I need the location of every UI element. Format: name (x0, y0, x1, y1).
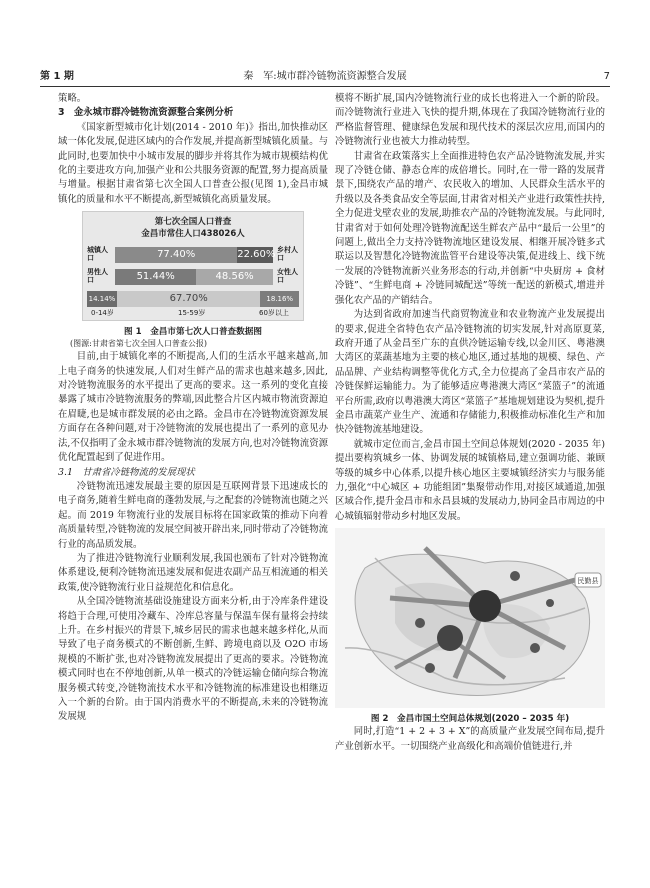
paragraph: 目前,由于城镇化率的不断提高,人们的生活水平越来越高,加上电子商务的快速发展,人们对生鲜产品的需求也越来越多,因此,对冷链物流服务的水平提出了更高的要求。这一系列的变化直接暴露了城市冷链物流服务的弊端,因此整合片区内城市物流资源迫在眉睫,也是城市群发展的必由之路。金昌市在冷链物流资源发展方面存在各种问题,对于冷链物流的发展也提出了一系列的意见办法,不仅指明了金永城市群冷链物流的发展方向,也对冷链物流资源优化配置起到了促进作用。 (58, 351, 328, 464)
paragraph: 就城市定位而言,金昌市国土空间总体规划(2020 - 2035 年)提出要构筑城乡一体、协调发展的城镇格局,建立强调功能、兼顾等级的城乡中心体系,以提升核心地区主要城镇经济实力与服务能力,强化“中心城区 + 功能组团”集聚带动作用,对接区域通道,加强区域合作,提升金昌市和永昌县城的发展动力,协同金昌市周边的中心城镇辐射带动乡村地区发展。 (335, 438, 605, 522)
town-node (546, 599, 554, 607)
paragraph: 模将不断扩展,国内冷链物流行业的成长也将进入一个新的阶段。而冷链物流行业进入飞快的提升期,体现在了我国冷链物流行业的严格监督管理、健康绿色发展和现代技术的深层次应用,而国内的冷链物流行业也被大力推动转型。 (335, 93, 605, 148)
spatial-plan-map (335, 528, 605, 708)
section-heading: 3 金永城市群冷链物流资源整合案例分析 (58, 107, 234, 119)
issue-number: 第 1 期 (40, 71, 74, 82)
male-segment: 51.44% (115, 269, 196, 285)
female-segment: 48.56% (196, 269, 273, 285)
urban-segment: 77.40% (115, 247, 237, 263)
age-60-plus-segment: 18.16% (260, 291, 298, 307)
female-label: 女性人口 (277, 268, 298, 285)
left-column (58, 92, 328, 725)
central-city-node (469, 590, 501, 622)
subsection-heading: 3.1 甘肃省冷链物流的发展现状 (58, 466, 195, 478)
population-census-figure (82, 211, 304, 321)
running-title: 秦 军:城市群冷链物流资源整合发展 (243, 71, 407, 82)
town-node (510, 571, 520, 581)
paragraph: 冷链物流迅速发展最主要的原因是互联网背景下迅速成长的电子商务,随着生鲜电商的蓬勃发展,与之配套的冷链物流也随之兴起。而 2019 年物流行业的发展目标将在国家政策的推动下向着高质量转型,冷链物流的发展空间被开辟出来,同时带动了冷链物流行业的高品质发展。 (58, 480, 328, 550)
county-town-node (437, 625, 463, 651)
figure-title-line2: 金昌市常住人口438026人 (141, 229, 245, 240)
paragraph: 甘肃省在政策落实上全面推进特色农产品冷链物流发展,并实现了冷链仓储、静态仓库的成倍增长。同时,在一带一路的发展背景下,围绕农产品的增产、农民收入的增加、人民群众生活水平的升级以及各类食品安全等层面,甘肃省对相关产业进行政策性扶持,全力促进戈壁农业的发展,助推农产品的冷链物流发展。与此同时,甘肃省对于如何处理冷链物流配送生鲜农产品中“最后一公里”的问题上,做出全力支持冷链物流地区建设发展、相继开展冷链多式联运以及智慧化冷链物流监管平台建设等决策,促进线上、线下统一发展的冷链物流新兴业务形态的行动,并创新“中央厨房 + 食材冷链”、“生鲜电商 + 冷链同城配送”等统一配送的新模式,增进并强化农产品的产销结合。 (335, 150, 605, 306)
gender-bar (115, 269, 273, 285)
age-bar (87, 291, 299, 307)
figure1-caption: 图 1 金昌市第七次人口普查数据图 (124, 327, 262, 338)
town-node (425, 663, 435, 673)
page-number: 7 (603, 71, 610, 82)
town-node (415, 618, 425, 628)
age-15-59-segment: 67.70% (117, 291, 261, 307)
figure1-source: (图源:甘肃省第七次全国人口普查公报) (70, 339, 207, 349)
paragraph: 为达到省政府加速当代商贸物流业和农业物流产业发展提出的要求,促进全省特色农产品冷链物流的切实发展,针对高原夏菜,政府开通了从金昌至广东的直供冷链运输专线,以金川区、粤港澳大湾区的菜蔬基地为主要的核心地区,通过基地的规模、绿色、产品品牌、产业结构调整等优化方式,全力位提高了金昌市农产品的冷链保鲜运输能力。为了能够适应粤港澳大湾区“菜篮子”的流通平台所需,政府以粤港澳大湾区“菜篮子”基地规划建设为契机,提升金昌市蔬菜产业生产、流通和存储能力,积极推动标准化生产和加快冷链物流基地建设。 (335, 309, 605, 436)
figure-title-line1: 第七次全国人口普查 (154, 217, 232, 228)
urban-label: 城镇人口 (87, 246, 108, 263)
running-header (40, 70, 610, 84)
age-label-60-plus: 60岁以上 (259, 309, 289, 318)
paragraph: 《国家新型城市化计划(2014 - 2010 年)》指出,加快推动区域一体化发展,促进区域内的合作发展,并提高新型城镇化质量。与此同时,也要加快中小城市发展的脚步并将其作为城市规模结构优化的主要进攻方向,加强产业和公共服务资源的配置,努力提高质量与增量。根据甘肃省第七次全国人口普查公报(见图 1),金昌市城镇化的质量和水平不断提高,新型城镇化高质量发展。 (58, 121, 328, 205)
map-graphic (335, 528, 605, 708)
paragraph: 同时,打造“1 + 2 + 3 + X”的高质量产业发展空间布局,提升产业创新水平。一切围绕产业高级化和高端价值链进行,并 (335, 726, 605, 752)
age-label-15-59: 15-59岁 (178, 309, 206, 318)
header-rule (40, 86, 610, 87)
rural-segment: 22.60% (237, 247, 273, 263)
paragraph: 策略。 (58, 93, 87, 104)
map-label: 民勤县 (577, 577, 599, 586)
rural-label: 乡村人口 (277, 246, 298, 263)
right-column (335, 92, 605, 754)
paragraph: 为了推进冷链物流行业顺利发展,我国也颁布了针对冷链物流体系建设,便利冷链物流迅速发展和促进农副产品互相流通的相关政策,使冷链物流行业日益规范化和信息化。 (58, 552, 328, 593)
urban-rural-bar (115, 247, 276, 263)
age-0-14-segment: 14.14% (87, 291, 117, 307)
paragraph: 从全国冷链物流基础设施建设方面来分析,由于冷库条件建设将趋于合理,可使用冷藏车、冷库总容量与保温车保有量将会持续上升。在乡村振兴的背景下,城乡居民的需求也越来越多样化,从而导致了电子商务模式的不断创新,生鲜、跨境电商以及 O2O 市场规模的不断扩张,也对冷链物流发展提出了更高的要求。冷链物流模式同时也在不停地创新,从单一模式的冷链运输仓储向综合物流服务模式转变,冷链物流技术水平和冷链物流的标准建设也相继迈入一个新的台阶。由于国内消费水平的不断提高,未来的冷链物流发展规 (58, 596, 328, 723)
town-node (530, 643, 540, 653)
male-label: 男性人口 (87, 268, 108, 285)
figure2-caption: 图 2 金昌市国土空间总体规划(2020 – 2035 年) (370, 714, 570, 725)
age-label-0-14: 0-14岁 (91, 309, 114, 318)
